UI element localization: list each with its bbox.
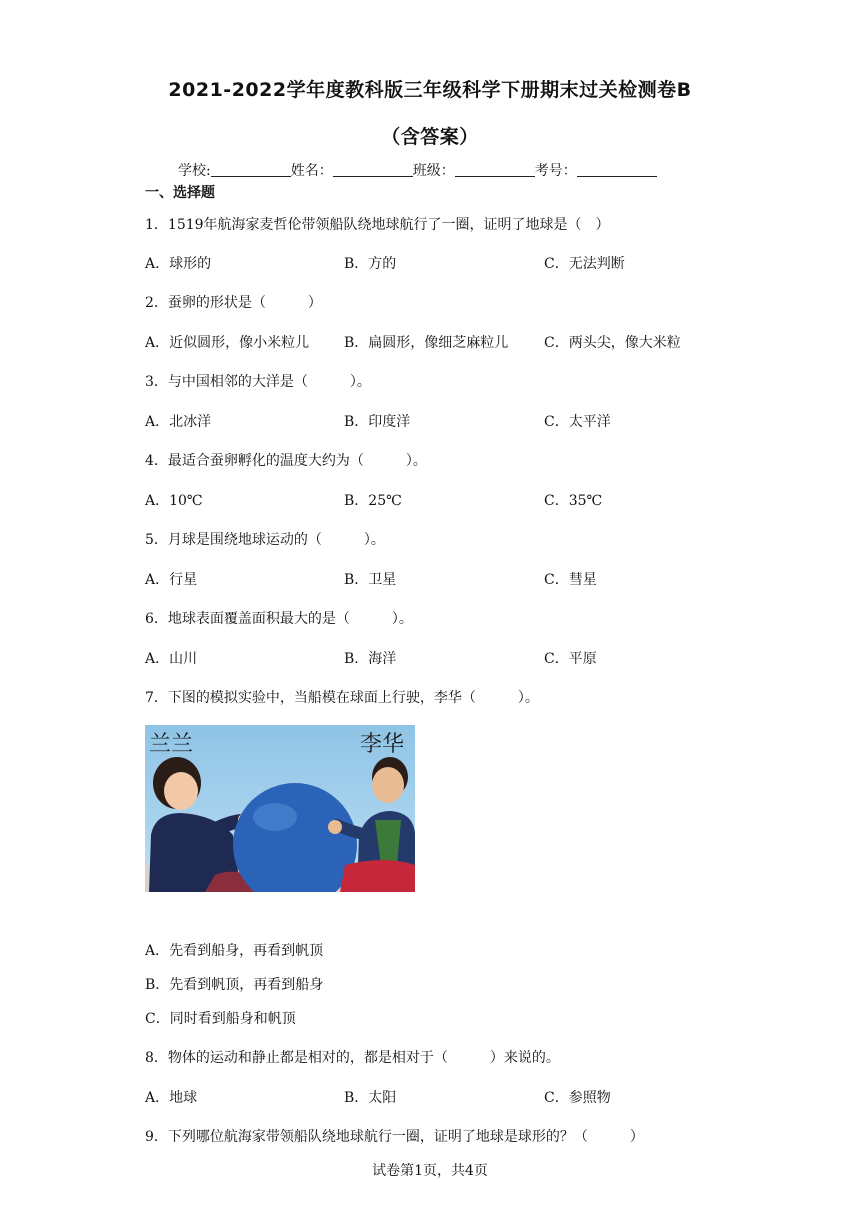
option-b[interactable]: B．卫星 bbox=[344, 572, 397, 588]
option-c[interactable]: C．两头尖，像大米粒 bbox=[544, 335, 681, 351]
option-a[interactable]: A．球形的 bbox=[145, 256, 212, 272]
school-field[interactable] bbox=[211, 162, 291, 177]
option-b[interactable]: B．先看到帆顶，再看到船身 bbox=[145, 977, 324, 993]
option-c[interactable]: C．无法判断 bbox=[544, 256, 625, 272]
page-footer: 试卷第1页，共4页 bbox=[372, 1163, 488, 1179]
blue-ball bbox=[233, 783, 357, 892]
label-lanlan: 兰兰 bbox=[149, 732, 194, 757]
question-stem: 1．1519年航海家麦哲伦带领船队绕地球航行了一圈，证明了地球是（ ） bbox=[145, 217, 610, 233]
question-stem: 5．月球是围绕地球运动的（ ）。 bbox=[145, 532, 385, 548]
name-field[interactable] bbox=[333, 162, 413, 177]
option-c[interactable]: C．太平洋 bbox=[544, 414, 611, 430]
exam-subtitle: （含答案） bbox=[381, 126, 479, 148]
option-c[interactable]: C．参照物 bbox=[544, 1090, 611, 1106]
option-a[interactable]: A．行星 bbox=[145, 572, 198, 588]
question-stem: 7．下图的模拟实验中，当船模在球面上行驶，李华（ ）。 bbox=[145, 690, 539, 706]
option-b[interactable]: B．25℃ bbox=[344, 493, 402, 509]
student-info-line bbox=[178, 160, 657, 180]
option-c[interactable]: C．彗星 bbox=[544, 572, 597, 588]
option-b[interactable]: B．方的 bbox=[344, 256, 397, 272]
option-a[interactable]: A．近似圆形，像小米粒儿 bbox=[145, 335, 310, 351]
option-b[interactable]: B．扁圆形，像细芝麻粒儿 bbox=[344, 335, 509, 351]
question-stem: 6．地球表面覆盖面积最大的是（ ）。 bbox=[145, 611, 413, 627]
option-c[interactable]: C．35℃ bbox=[544, 493, 603, 509]
option-a[interactable]: A．10℃ bbox=[145, 493, 203, 509]
option-b[interactable]: B．海洋 bbox=[344, 651, 397, 667]
option-a[interactable]: A．山川 bbox=[145, 651, 198, 667]
experiment-photo bbox=[145, 725, 415, 892]
option-a[interactable]: A．地球 bbox=[145, 1090, 198, 1106]
section-title: 一、选择题 bbox=[145, 185, 215, 201]
exam-no-label: 考号： bbox=[534, 163, 577, 179]
option-b[interactable]: B．印度洋 bbox=[344, 414, 411, 430]
question-stem: 9．下列哪位航海家带领船队绕地球航行一圈，证明了地球是球形的？（ ） bbox=[145, 1129, 644, 1145]
question-stem: 4．最适合蚕卵孵化的温度大约为（ ）。 bbox=[145, 453, 427, 469]
question-stem: 2．蚕卵的形状是（ ） bbox=[145, 295, 322, 311]
option-a[interactable]: A．北冰洋 bbox=[145, 414, 212, 430]
label-lihua: 李华 bbox=[360, 732, 405, 757]
question-stem: 3．与中国相邻的大洋是（ ）。 bbox=[145, 374, 371, 390]
question-stem: 8．物体的运动和静止都是相对的，都是相对于（ ）来说的。 bbox=[145, 1050, 560, 1066]
option-c[interactable]: C．平原 bbox=[544, 651, 597, 667]
class-label: 班级： bbox=[412, 163, 455, 179]
exam-title: 2021-2022学年度教科版三年级科学下册期末过关检测卷B bbox=[168, 79, 692, 101]
option-a[interactable]: A．先看到船身，再看到帆顶 bbox=[145, 943, 324, 959]
name-label: 姓名： bbox=[290, 163, 333, 179]
option-c[interactable]: C．同时看到船身和帆顶 bbox=[145, 1011, 296, 1027]
class-field[interactable] bbox=[455, 162, 535, 177]
school-label: 学校: bbox=[178, 163, 211, 179]
option-b[interactable]: B．太阳 bbox=[344, 1090, 397, 1106]
exam-no-field[interactable] bbox=[577, 162, 657, 177]
